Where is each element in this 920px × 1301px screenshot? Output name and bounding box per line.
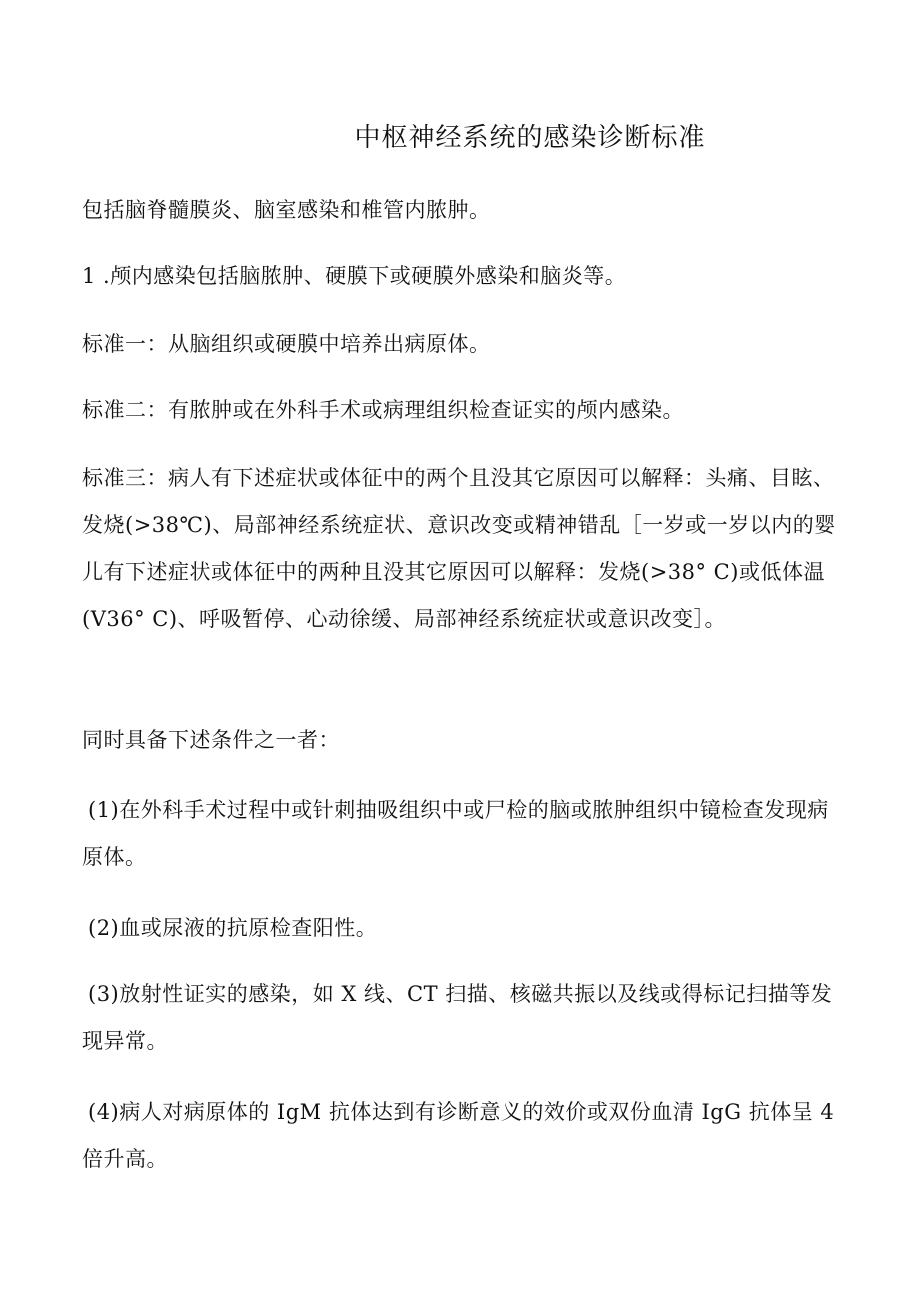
condition-1-paragraph: (1)在外科手术过程中或针刺抽吸组织中或尸检的脑或脓肿组织中镜检查发现病原体。 <box>82 798 829 869</box>
condition-2-paragraph: (2)血或尿液的抗原检查阳性。 <box>88 916 378 940</box>
item-1-paragraph: 1 .颅内感染包括脑脓肿、硬膜下或硬膜外感染和脑炎等。 <box>82 264 627 288</box>
condition-3-paragraph: (3)放射性证实的感染，如 X 线、CT 扫描、核磁共振以及线或得标记扫描等发现异常。 <box>82 982 833 1053</box>
condition-4-paragraph: (4)病人对病原体的 IgM 抗体达到有诊断意义的效价或双份血清 IgG 抗体呈 4 倍升高。 <box>82 1100 835 1171</box>
criterion-1-paragraph: 标准一：从脑组织或硬膜中培养出病原体。 <box>82 332 491 356</box>
criterion-3-paragraph: 标准三：病人有下述症状或体征中的两个且没其它原因可以解释：头痛、目眩、发烧(>38℃)、局部神经系统症状、意识改变或精神错乱［一岁或一岁以内的婴儿有下述症状或体征中的两种且没其它原因可以解释：发烧(>38° C)或低体温(V36° C)、呼吸暂停、心动徐缓、局部神经系统症状或意识改变］。 <box>82 466 836 631</box>
conditions-intro-paragraph: 同时具备下述条件之一者： <box>82 728 340 752</box>
criterion-2-paragraph: 标准二：有脓肿或在外科手术或病理组织检查证实的颅内感染。 <box>82 398 684 422</box>
intro-paragraph: 包括脑脊髓膜炎、脑室感染和椎管内脓肿。 <box>82 198 491 222</box>
document-title: 中枢神经系统的感染诊断标准 <box>354 123 706 153</box>
